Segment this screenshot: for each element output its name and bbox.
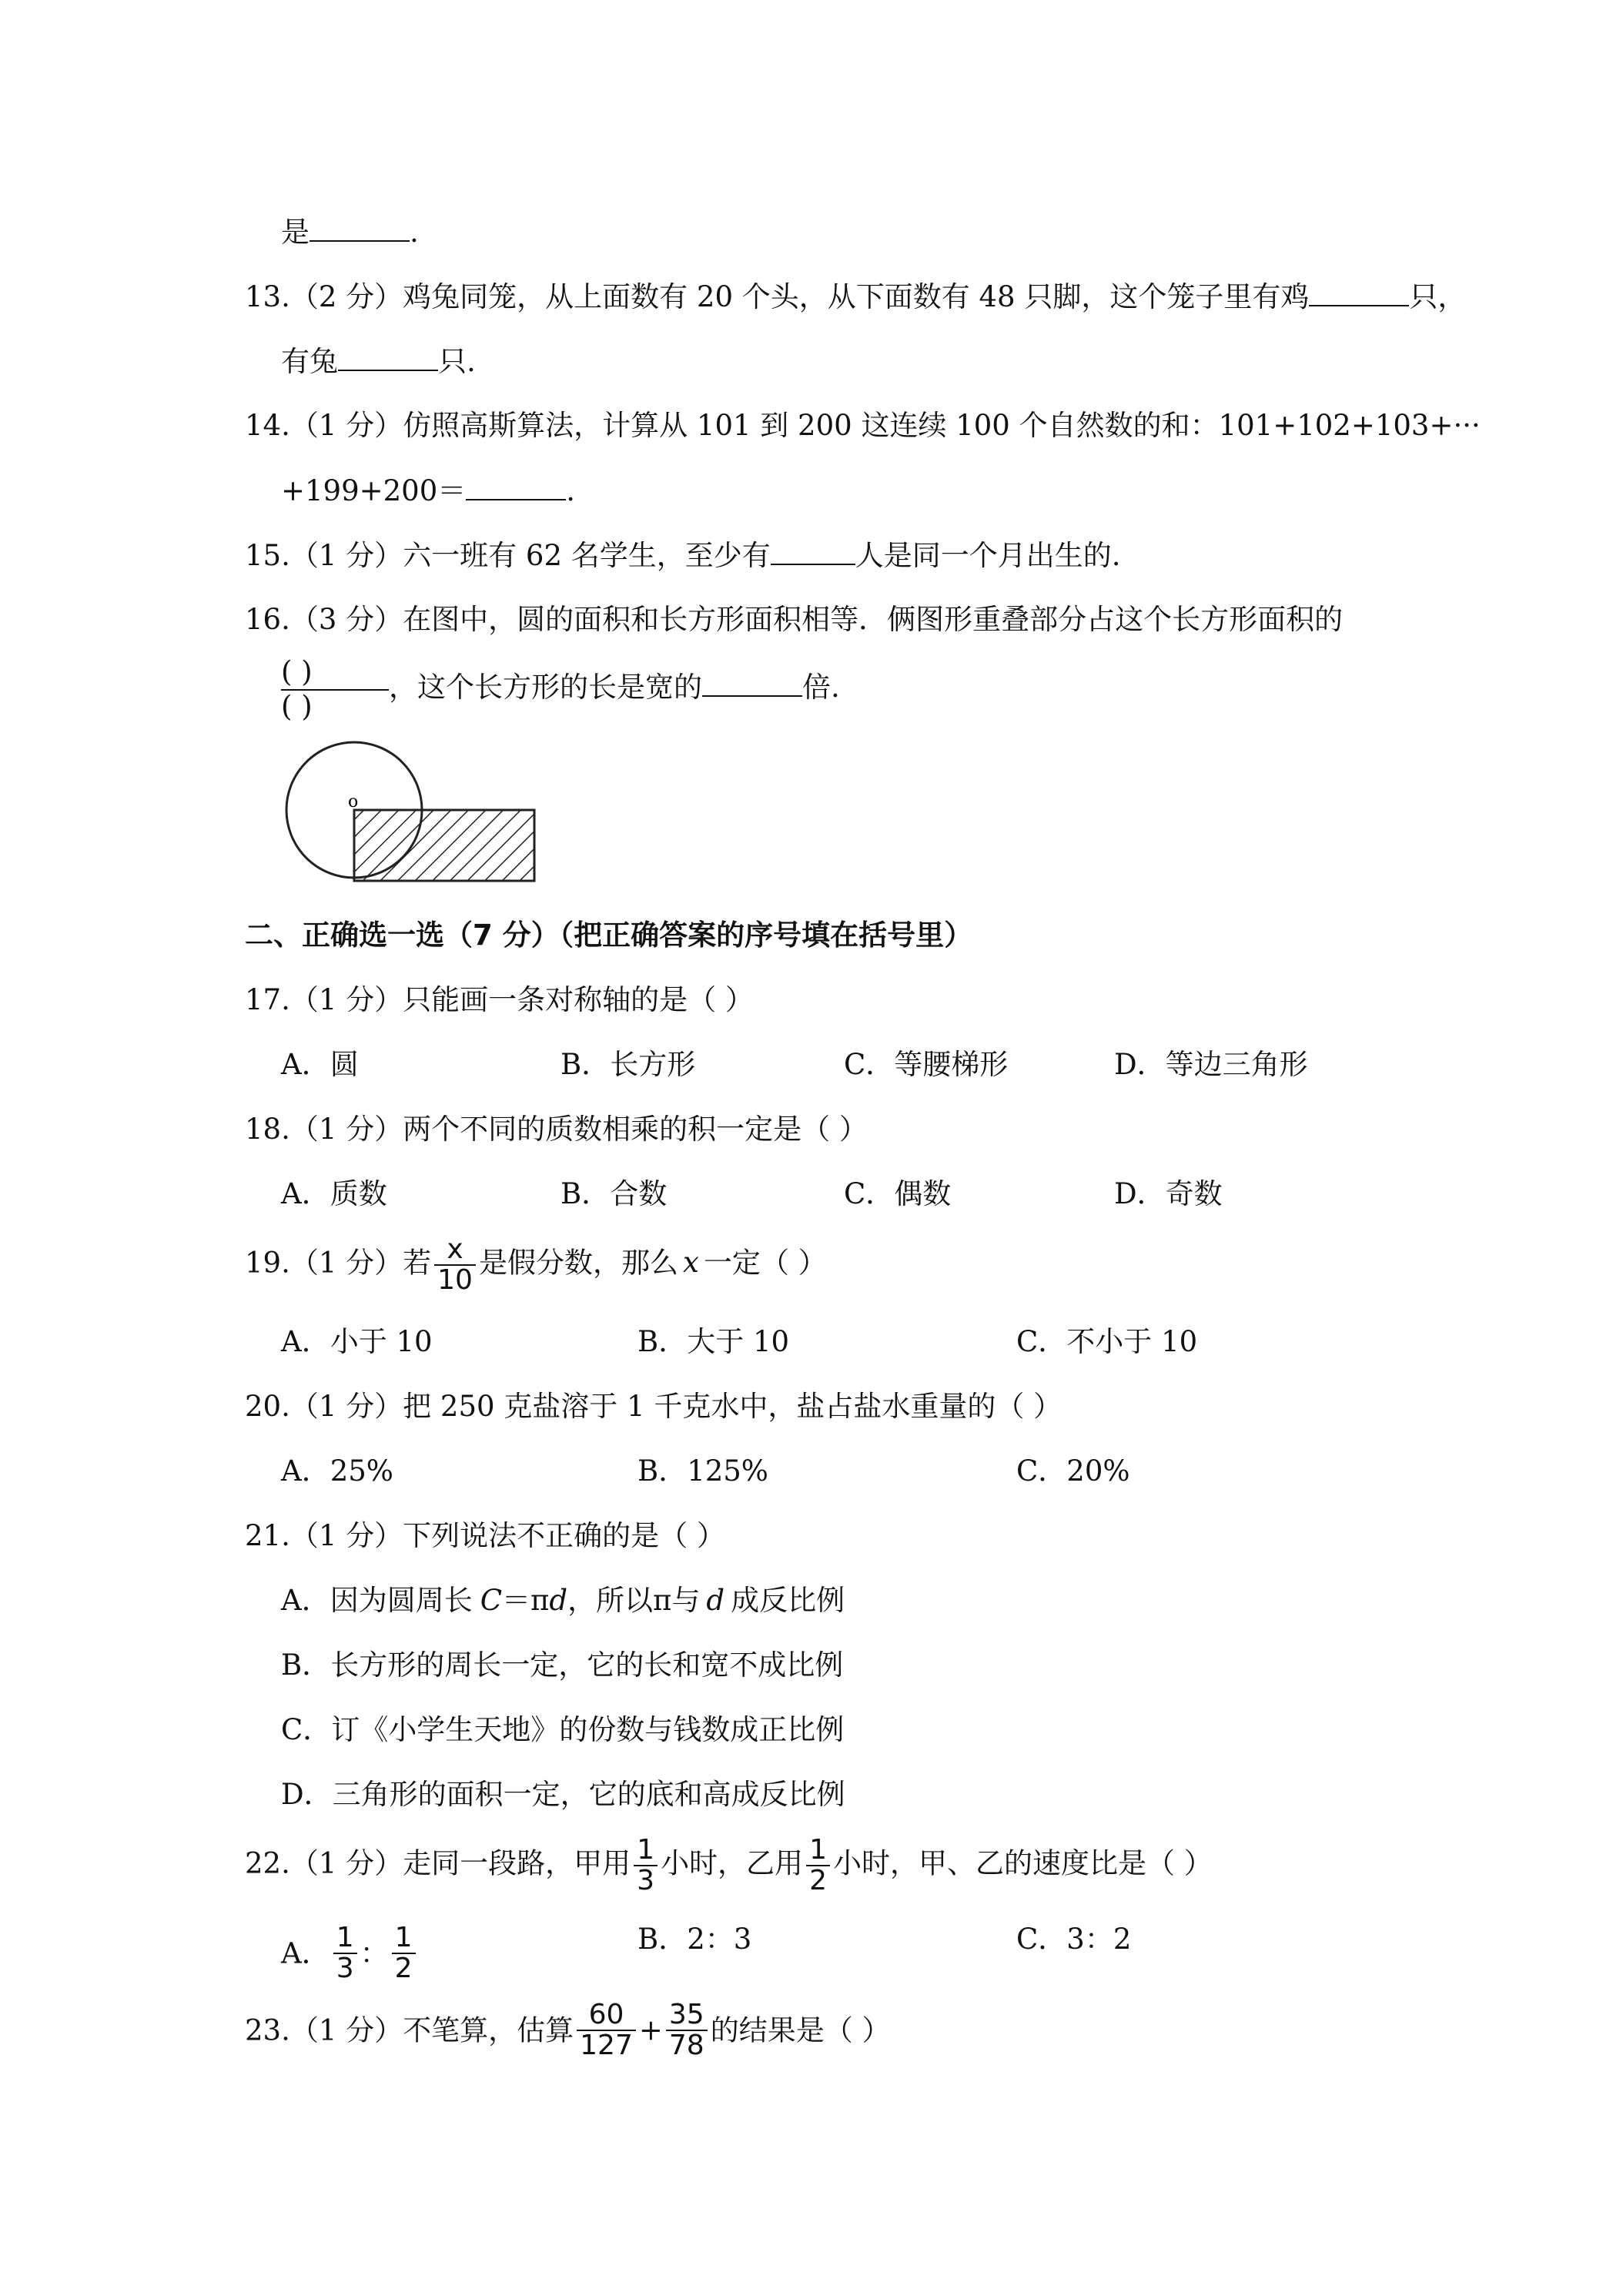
section-2-title: 二、正确选一选（7 分）（把正确答案的序号填在括号里）	[245, 919, 973, 952]
q19-score: （1 分）	[289, 1246, 403, 1280]
q19-pre: 若	[403, 1246, 432, 1280]
q22-option-a-pre: A．	[281, 1936, 330, 1970]
numerator: 35	[666, 2000, 708, 2031]
equals-pi: ＝π	[502, 1584, 550, 1617]
fraction-60-127	[577, 2000, 636, 2060]
q19-mid: 是假分数，那么	[478, 1246, 678, 1280]
q16-score: （3 分）	[289, 603, 403, 636]
numerator: 1	[333, 1923, 357, 1954]
q21-text: 下列说法不正确的是（ ）	[403, 1519, 725, 1552]
q18-score: （1 分）	[289, 1113, 403, 1146]
q19-option-a[interactable]: A．小于 10	[281, 1325, 433, 1358]
q18-option-c[interactable]: C．偶数	[844, 1177, 952, 1210]
q21-option-a-mid: ，所以π与	[567, 1584, 701, 1617]
var-d2: d	[706, 1584, 725, 1617]
denominator: 10	[437, 1263, 473, 1296]
answer-blank[interactable]	[771, 541, 855, 565]
numerator: 60	[577, 2000, 636, 2031]
q20-option-b[interactable]: B．125%	[637, 1454, 768, 1488]
question-21	[245, 1521, 725, 1550]
q14-text: 仿照高斯算法，计算从 101 到 200 这连续 100 个自然数的和：101+102+103+···	[403, 409, 1481, 442]
q13-unit2: 只.	[438, 345, 476, 378]
q16-end: 倍.	[802, 671, 840, 705]
q14-end: .	[566, 474, 576, 507]
q19-number: 19.	[245, 1246, 290, 1280]
q14-score: （1 分）	[289, 409, 403, 442]
q12-tail-text: 是	[281, 216, 310, 249]
q21-option-a-post: 成反比例	[731, 1584, 845, 1617]
denominator: 3	[637, 1864, 655, 1896]
q17-text: 只能画一条对称轴的是（ ）	[403, 983, 754, 1016]
q22-post: 小时，甲、乙的速度比是（ ）	[832, 1846, 1213, 1880]
q20-score: （1 分）	[289, 1390, 403, 1423]
q12-tail-end: .	[410, 216, 419, 249]
q16-number: 16.	[245, 603, 290, 636]
question-13	[245, 282, 1466, 311]
q21-option-a[interactable]	[281, 1586, 845, 1615]
q23-pre: 不笔算，估算	[403, 2013, 574, 2047]
question-20	[245, 1392, 1062, 1421]
q23-post: 的结果是（ ）	[710, 2013, 891, 2047]
q15-text2: 人是同一个月出生的.	[855, 539, 1121, 572]
q18-option-a[interactable]: A．质数	[281, 1177, 387, 1210]
question-23	[245, 2000, 890, 2060]
q15-text: 六一班有 62 名学生，至少有	[403, 539, 771, 572]
hatched-rectangle	[354, 810, 534, 881]
q21-score: （1 分）	[289, 1519, 403, 1552]
question-19	[245, 1235, 827, 1295]
fraction-denominator-blank: ( )	[281, 689, 313, 723]
ratio-colon: ：	[360, 1936, 389, 1970]
answer-blank[interactable]	[702, 672, 802, 697]
q21-option-d[interactable]: D．三角形的面积一定，它的底和高成反比例	[281, 1778, 845, 1811]
var-c: C	[480, 1584, 503, 1617]
q16-text2: ，这个长方形的长是宽的	[389, 671, 702, 705]
denominator: 2	[394, 1952, 413, 1984]
q19-option-b[interactable]: B．大于 10	[637, 1325, 790, 1358]
denominator: 2	[809, 1864, 827, 1896]
q23-number: 23.	[245, 2013, 290, 2047]
q13-text2: 有兔	[281, 345, 338, 378]
q20-text: 把 250 克盐溶于 1 千克水中，盐占盐水重量的（ ）	[403, 1390, 1062, 1423]
q13-score: （2 分）	[289, 280, 403, 313]
question-13-line2	[281, 346, 476, 376]
q21-number: 21.	[245, 1519, 290, 1552]
q17-option-b[interactable]: B．长方形	[561, 1048, 696, 1081]
q22-mid: 小时，乙用	[661, 1846, 804, 1880]
fraction-35-78	[666, 2000, 708, 2060]
q18-text: 两个不同的质数相乘的积一定是（ ）	[403, 1113, 868, 1146]
question-18	[245, 1113, 868, 1146]
answer-blank[interactable]	[338, 346, 438, 371]
q22-option-a[interactable]	[281, 1923, 419, 1983]
q17-score: （1 分）	[289, 983, 403, 1016]
question-16-line2	[281, 656, 840, 723]
var-d: d	[549, 1584, 568, 1617]
answer-blank[interactable]	[466, 476, 566, 500]
q19-post: 一定（ ）	[703, 1246, 827, 1280]
q18-number: 18.	[245, 1113, 290, 1146]
fraction-1-2	[806, 1836, 830, 1896]
fraction-1-3	[634, 1836, 658, 1896]
question-14	[245, 411, 1481, 440]
q19-option-c[interactable]: C．不小于 10	[1016, 1325, 1198, 1358]
answer-blank[interactable]	[310, 217, 410, 242]
question-14-line2	[281, 476, 575, 505]
q14-number: 14.	[245, 409, 290, 442]
q21-option-b[interactable]: B．长方形的周长一定，它的长和宽不成比例	[281, 1648, 844, 1682]
numerator: 1	[392, 1923, 416, 1954]
q21-option-c[interactable]: C．订《小学生天地》的份数与钱数成正比例	[281, 1713, 845, 1746]
numerator: 1	[806, 1836, 830, 1866]
denominator: 127	[580, 2029, 633, 2061]
q18-option-d[interactable]: D．奇数	[1114, 1177, 1223, 1210]
plus-sign: +	[638, 2013, 663, 2047]
q22-option-b[interactable]: B．2：3	[637, 1923, 752, 1956]
denominator: 78	[668, 2029, 704, 2061]
q22-number: 22.	[245, 1846, 290, 1880]
center-label-o: o	[348, 792, 359, 812]
q18-option-b[interactable]: B．合数	[561, 1177, 668, 1210]
q22-pre: 走同一段路，甲用	[403, 1846, 631, 1880]
q23-score: （1 分）	[289, 2013, 403, 2047]
question-15	[245, 541, 1121, 570]
q17-option-d[interactable]: D．等边三角形	[1114, 1048, 1308, 1081]
q14-text2: +199+200＝	[281, 474, 467, 507]
fraction-1-2	[392, 1923, 416, 1983]
q20-option-c[interactable]: C．20%	[1016, 1454, 1130, 1488]
q15-score: （1 分）	[289, 539, 403, 572]
fraction-1-3	[333, 1923, 357, 1983]
q15-number: 15.	[245, 539, 290, 572]
q17-option-a[interactable]: A．圆	[281, 1048, 359, 1081]
blank-fraction[interactable]	[281, 656, 389, 723]
q13-unit: 只，	[1409, 280, 1467, 313]
q21-option-a-pre: A．因为圆周长	[281, 1584, 473, 1617]
answer-blank[interactable]	[1309, 282, 1409, 306]
numerator: x	[434, 1235, 476, 1266]
q17-number: 17.	[245, 983, 290, 1016]
circle-rectangle-figure	[277, 739, 547, 893]
q20-option-a[interactable]: A．25%	[281, 1454, 393, 1488]
q22-option-c[interactable]: C．3：2	[1016, 1923, 1132, 1956]
question-17	[245, 983, 754, 1016]
fraction-numerator-blank: ( )	[281, 656, 389, 691]
q13-number: 13.	[245, 280, 290, 313]
q22-score: （1 分）	[289, 1846, 403, 1880]
q16-text: 在图中，圆的面积和长方形面积相等．俩图形重叠部分占这个长方形面积的	[403, 603, 1344, 636]
variable-x: x	[682, 1246, 699, 1280]
numerator: 1	[634, 1836, 658, 1866]
q12-tail	[281, 216, 419, 249]
q20-number: 20.	[245, 1390, 290, 1423]
denominator: 3	[336, 1952, 354, 1984]
question-16	[245, 605, 1343, 634]
fraction-x-over-10	[434, 1235, 476, 1295]
question-22	[245, 1836, 1213, 1896]
q17-option-c[interactable]: C．等腰梯形	[844, 1048, 1009, 1081]
q13-text: 鸡兔同笼，从上面数有 20 个头，从下面数有 48 只脚，这个笼子里有鸡	[403, 280, 1310, 313]
